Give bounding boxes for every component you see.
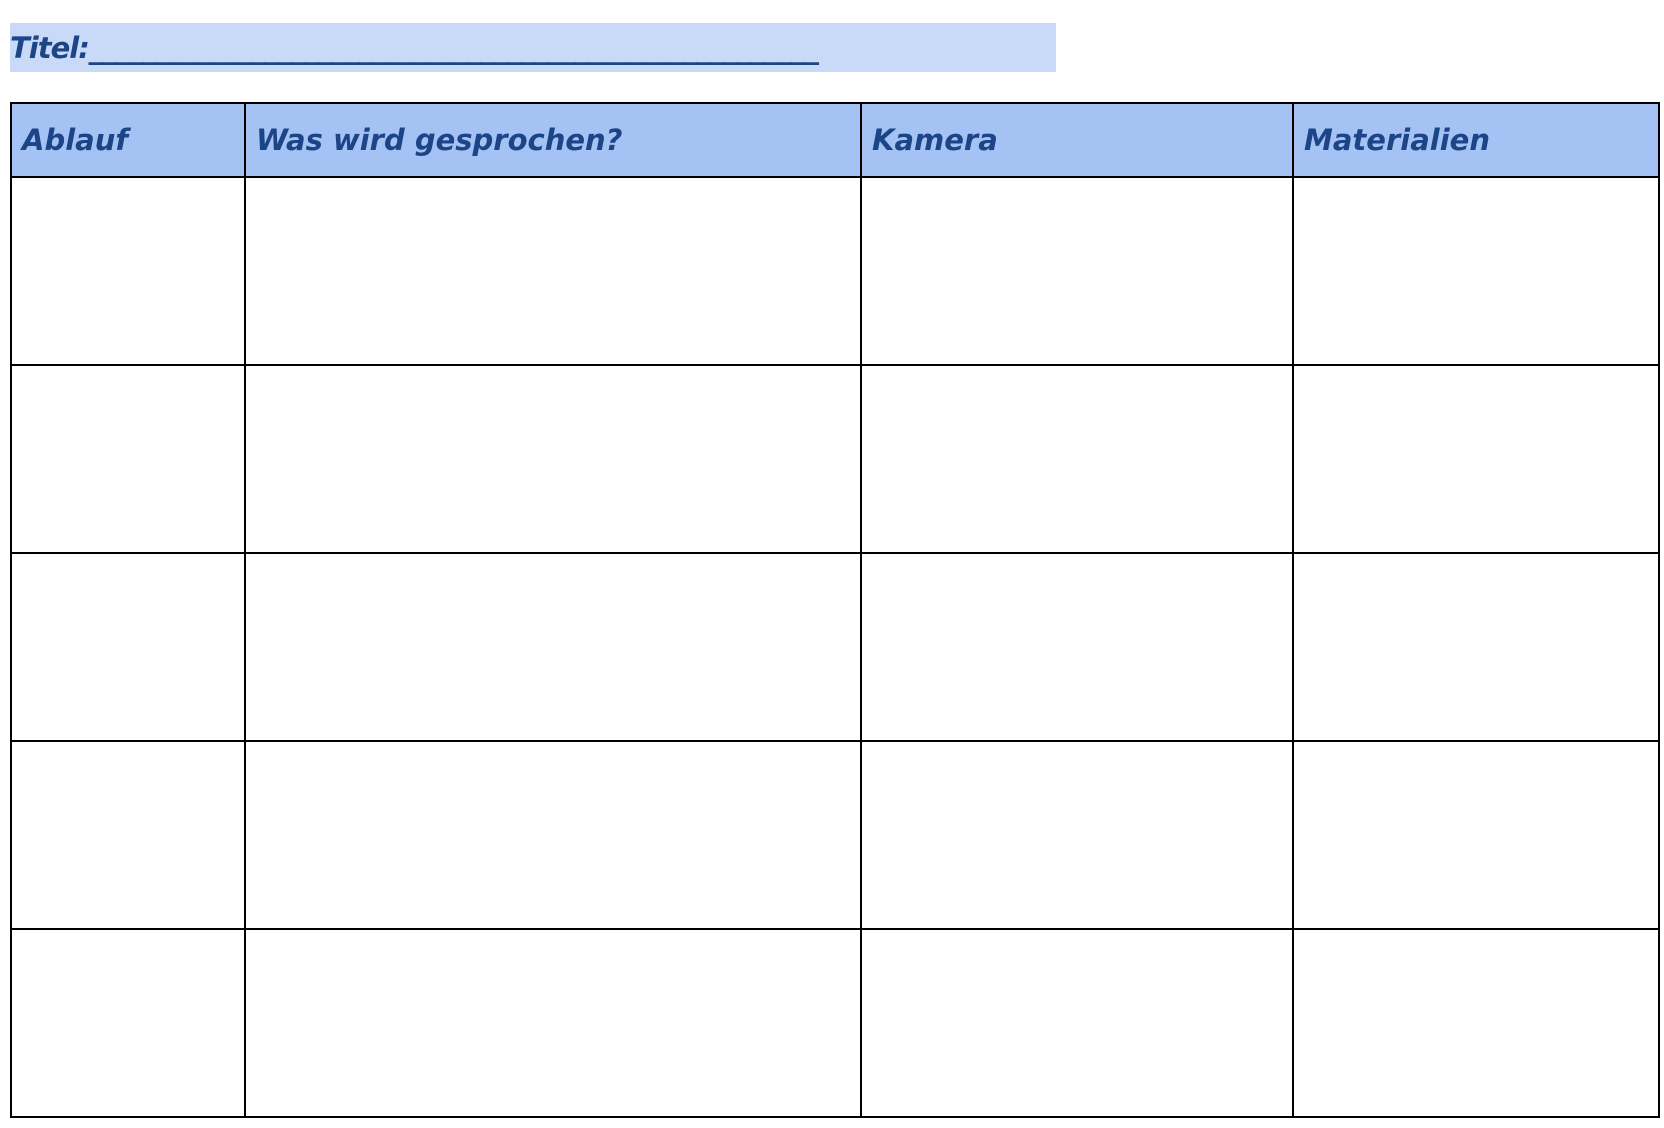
column-header-was-wird-gesprochen: Was wird gesprochen? [245,103,861,177]
cell-was-wird-gesprochen[interactable] [245,929,861,1117]
cell-materialien[interactable] [1293,365,1659,553]
cell-materialien[interactable] [1293,741,1659,929]
cell-ablauf[interactable] [11,929,245,1117]
column-header-kamera: Kamera [861,103,1293,177]
cell-ablauf[interactable] [11,553,245,741]
cell-ablauf[interactable] [11,365,245,553]
title-label: Titel:______________________________________________________ [10,30,818,65]
title-field[interactable] [10,23,1056,72]
cell-materialien[interactable] [1293,177,1659,365]
cell-kamera[interactable] [861,741,1293,929]
table-row [11,741,1659,929]
cell-materialien[interactable] [1293,553,1659,741]
cell-kamera[interactable] [861,177,1293,365]
title-blank-line: ______________________________________________________ [88,30,818,65]
table-row [11,365,1659,553]
cell-kamera[interactable] [861,929,1293,1117]
column-header-ablauf: Ablauf [11,103,245,177]
cell-ablauf[interactable] [11,177,245,365]
cell-kamera[interactable] [861,553,1293,741]
cell-kamera[interactable] [861,365,1293,553]
table-row [11,177,1659,365]
header-row [11,103,1659,177]
table-row [11,553,1659,741]
cell-was-wird-gesprochen[interactable] [245,365,861,553]
cell-was-wird-gesprochen[interactable] [245,177,861,365]
column-header-materialien: Materialien [1293,103,1659,177]
table-row [11,929,1659,1117]
cell-was-wird-gesprochen[interactable] [245,553,861,741]
cell-ablauf[interactable] [11,741,245,929]
cell-materialien[interactable] [1293,929,1659,1117]
storyboard-table [10,102,1660,1118]
cell-was-wird-gesprochen[interactable] [245,741,861,929]
